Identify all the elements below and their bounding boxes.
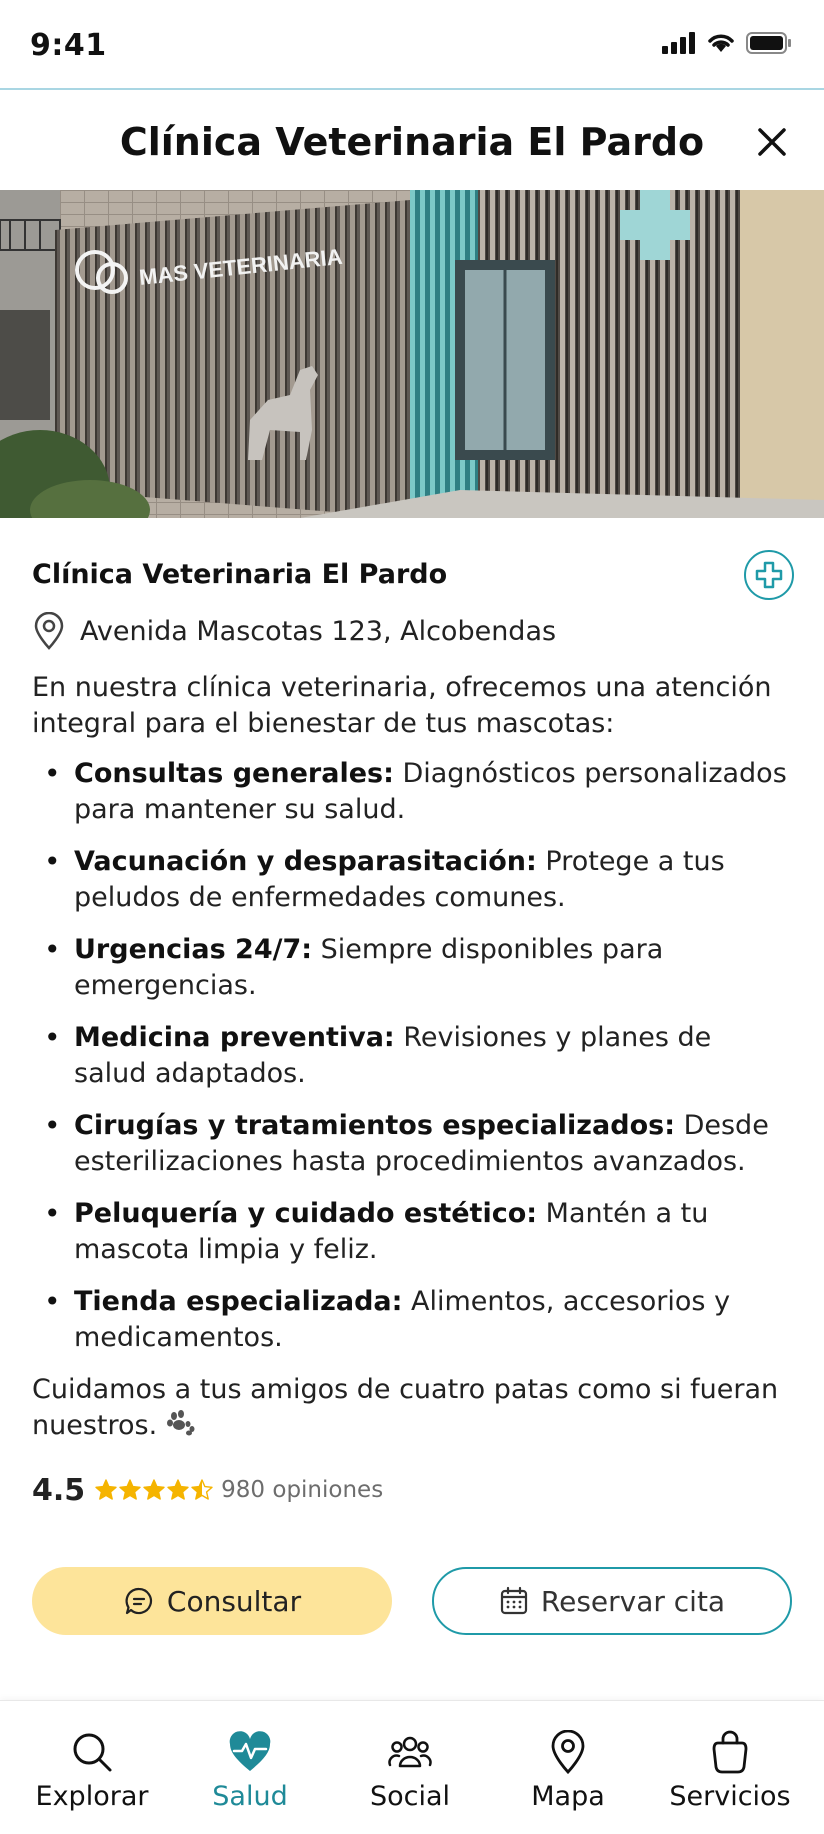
list-item (32, 1108, 792, 1180)
service-description: Revisiones y planes de salud adaptados. (74, 1022, 712, 1089)
star-filled-icon (143, 1479, 165, 1501)
tab-explorar[interactable] (12, 1701, 172, 1834)
service-title: Urgencias 24/7: (74, 934, 313, 965)
reserve-label: Reservar cita (540, 1584, 726, 1618)
outro-text: Cuidamos a tus amigos de cuatro patas como si fueran nuestros. (32, 1374, 779, 1441)
list-item (32, 932, 792, 1004)
service-title: Cirugías y tratamientos especializados: (74, 1110, 675, 1141)
close-button[interactable] (752, 122, 792, 162)
consult-button[interactable] (32, 1567, 392, 1635)
clinic-address: Avenida Mascotas 123, Alcobendas (80, 615, 557, 647)
search-icon (70, 1730, 114, 1774)
status-time: 9:41 (30, 28, 107, 63)
star-filled-icon (95, 1479, 117, 1501)
location-pin-icon (32, 612, 66, 650)
tab-label: Salud (212, 1781, 288, 1812)
services-list (32, 756, 792, 1356)
people-icon (387, 1732, 433, 1772)
clinic-outro (32, 1372, 792, 1444)
list-item (32, 1196, 792, 1268)
rating-value: 4.5 (32, 1472, 86, 1508)
signal-icon (662, 32, 696, 54)
rating-row (32, 1468, 792, 1512)
page-title: Clínica Veterinaria El Pardo (119, 120, 705, 164)
address-row (32, 608, 792, 654)
tab-label: Explorar (35, 1781, 149, 1812)
service-description: Siempre disponibles para emergencias. (74, 934, 664, 1001)
clinic-photo (0, 190, 824, 518)
status-bar (0, 0, 824, 90)
wifi-icon (706, 32, 736, 54)
service-description: Desde esterilizaciones hasta procedimientos avanzados. (74, 1110, 769, 1177)
star-filled-icon (119, 1479, 141, 1501)
list-item (32, 1020, 792, 1092)
tab-salud[interactable] (170, 1701, 330, 1834)
bag-icon (711, 1729, 749, 1775)
calendar-icon (499, 1586, 529, 1616)
clinic-details (32, 550, 792, 1512)
bottom-tab-bar (0, 1700, 824, 1834)
tab-mapa[interactable] (488, 1701, 648, 1834)
add-favorite-button[interactable] (744, 550, 794, 600)
tab-label: Servicios (669, 1781, 791, 1812)
tab-label: Social (369, 1781, 451, 1812)
service-description: Alimentos, accesorios y medicamentos. (74, 1286, 731, 1353)
tab-label: Mapa (531, 1781, 605, 1812)
star-filled-icon (167, 1479, 189, 1501)
service-description: Mantén a tu mascota limpia y feliz. (74, 1198, 709, 1265)
service-title: Medicina preventiva: (74, 1022, 395, 1053)
plus-icon (754, 560, 784, 590)
list-item (32, 756, 792, 828)
service-title: Tienda especializada: (74, 1286, 403, 1317)
reviews-count[interactable]: 980 opiniones (221, 1477, 384, 1503)
battery-icon (746, 32, 792, 54)
close-icon (752, 122, 792, 162)
clinic-storefront-illustration (0, 190, 824, 518)
star-half-icon (191, 1479, 213, 1501)
service-title: Vacunación y desparasitación: (74, 846, 537, 877)
clinic-name: Clínica Veterinaria El Pardo (32, 559, 448, 590)
status-icons (662, 32, 792, 54)
sign-text: MAS VETERINARIA (137, 243, 344, 290)
service-description: Protege a tus peludos de enfermedades comunes. (74, 846, 725, 913)
map-pin-icon (549, 1730, 587, 1774)
paw-print-icon (166, 1410, 196, 1436)
tab-servicios[interactable] (650, 1701, 810, 1834)
header (0, 92, 824, 190)
action-buttons (32, 1567, 792, 1635)
chat-icon (123, 1585, 155, 1617)
book-appointment-button[interactable] (432, 1567, 792, 1635)
clinic-intro: En nuestra clínica veterinaria, ofrecemos una atención integral para el bienestar de tus mascotas: (32, 672, 772, 739)
service-title: Peluquería y cuidado estético: (74, 1198, 538, 1229)
rating-stars (95, 1479, 213, 1501)
list-item (32, 844, 792, 916)
consult-label: Consultar (166, 1584, 302, 1618)
list-item (32, 1284, 792, 1356)
service-title: Consultas generales: (74, 758, 394, 789)
tab-social[interactable] (330, 1701, 490, 1834)
service-description: Diagnósticos personalizados para mantener su salud. (74, 758, 787, 825)
heart-pulse-icon (228, 1731, 272, 1773)
